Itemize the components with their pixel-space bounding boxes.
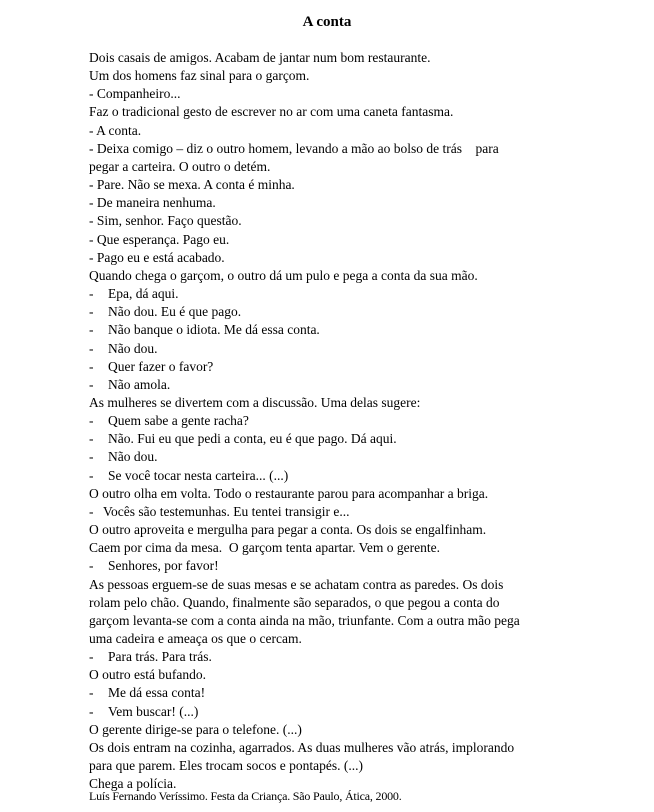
dialogue-line [89, 648, 609, 666]
dialogue-text: Senhores, por favor! [108, 558, 219, 574]
dash-marker: - [89, 503, 94, 519]
dialogue-line [89, 376, 609, 394]
text-line: Os dois entram na cozinha, agarrados. As duas mulheres vão atrás, implorando [89, 739, 515, 755]
dialogue-text: Não amola. [108, 376, 171, 392]
text-line: Faz o tradicional gesto de escrever no ar com uma caneta fantasma. [89, 104, 454, 120]
text-line: Um dos homens faz sinal para o garçom. [89, 68, 310, 84]
dialogue-line [89, 684, 609, 702]
dialogue-line [89, 285, 609, 303]
dialogue-text: Não dou. Eu é que pago. [108, 304, 242, 320]
text-line: O outro está bufando. [89, 667, 206, 683]
dialogue-text: Vem buscar! (...) [108, 703, 199, 719]
dialogue-line [89, 703, 609, 721]
dialogue-text: Para trás. Para trás. [108, 649, 212, 665]
page-title: A conta [302, 14, 352, 30]
dialogue-text: Quer fazer o favor? [108, 358, 214, 374]
text-line: - Deixa comigo – diz o outro homem, levando a mão ao bolso de trás para [89, 140, 499, 156]
dash-marker: - [89, 449, 94, 465]
dash-marker: - [89, 286, 94, 302]
text-line: - A conta. [89, 122, 142, 138]
text-line: - Sim, senhor. Faço questão. [89, 213, 242, 229]
text-line: pegar a carteira. O outro o detém. [89, 158, 271, 174]
text-line: Dois casais de amigos. Acabam de jantar num bom restaurante. [89, 50, 431, 65]
dash-marker: - [89, 322, 94, 338]
text-line: rolam pelo chão. Quando, finalmente são separados, o que pegou a conta do [89, 594, 500, 610]
dash-marker: - [89, 703, 94, 719]
text-line: Chega a polícia. [89, 776, 177, 792]
dash-marker: - [89, 685, 94, 701]
dash-marker: - [89, 649, 94, 665]
dialogue-text: Não banque o idiota. Me dá essa conta. [108, 322, 320, 338]
dialogue-line [89, 430, 609, 448]
dialogue-text: Não. Fui eu que pedi a conta, eu é que pago. Dá aqui. [108, 431, 397, 447]
source-citation: Luís Fernando Veríssimo. Festa da Criança. São Paulo, Ática, 2000. [89, 789, 402, 803]
dash-marker: - [89, 304, 94, 320]
text-line: - Companheiro... [89, 86, 181, 102]
dialogue-line [89, 303, 609, 321]
dash-marker: - [89, 413, 94, 429]
dialogue-line [89, 358, 609, 376]
dialogue-text: Não dou. [108, 340, 158, 356]
dash-marker: - [89, 467, 94, 483]
text-line: - Pago eu e está acabado. [89, 249, 225, 265]
dialogue-line [89, 557, 609, 575]
dash-marker: - [89, 358, 94, 374]
dialogue-text: Epa, dá aqui. [108, 286, 179, 302]
dialogue-text: Não dou. [108, 449, 158, 465]
text-line: para que parem. Eles trocam socos e pontapés. (...) [89, 758, 364, 774]
story-text [89, 49, 609, 793]
dialogue-text: Vocês são testemunhas. Eu tentei transigir e... [103, 503, 350, 519]
text-line: - Pare. Não se mexa. A conta é minha. [89, 177, 295, 193]
dash-marker: - [89, 376, 94, 392]
dialogue-text: Quem sabe a gente racha? [108, 413, 249, 429]
text-line: garçom levanta-se com a conta ainda na mão, triunfante. Com a outra mão pega [89, 612, 520, 628]
text-line: Quando chega o garçom, o outro dá um pulo e pega a conta da sua mão. [89, 267, 478, 283]
dialogue-line [89, 412, 609, 430]
text-line: Caem por cima da mesa. O garçom tenta apartar. Vem o gerente. [89, 540, 440, 556]
dialogue-line [89, 467, 609, 485]
dialogue-text: Se você tocar nesta carteira... (...) [108, 467, 289, 483]
text-line: As mulheres se divertem com a discussão. Uma delas sugere: [89, 394, 421, 410]
dialogue-line [89, 503, 609, 521]
dash-marker: - [89, 340, 94, 356]
dialogue-line [89, 448, 609, 466]
dash-marker: - [89, 558, 94, 574]
dialogue-line [89, 340, 609, 358]
text-line: O outro aproveita e mergulha para pegar a conta. Os dois se engalfinham. [89, 522, 487, 538]
text-line: O outro olha em volta. Todo o restaurante parou para acompanhar a briga. [89, 485, 489, 501]
text-line: uma cadeira e ameaça os que o cercam. [89, 631, 302, 646]
text-line: - Que esperança. Pago eu. [89, 231, 230, 247]
text-line: As pessoas erguem-se de suas mesas e se achatam contra as paredes. Os dois [89, 576, 504, 592]
dialogue-line [89, 321, 609, 339]
text-line: O gerente dirige-se para o telefone. (...) [89, 721, 302, 737]
dialogue-text: Me dá essa conta! [108, 685, 206, 701]
dash-marker: - [89, 431, 94, 447]
text-line: - De maneira nenhuma. [89, 195, 216, 211]
